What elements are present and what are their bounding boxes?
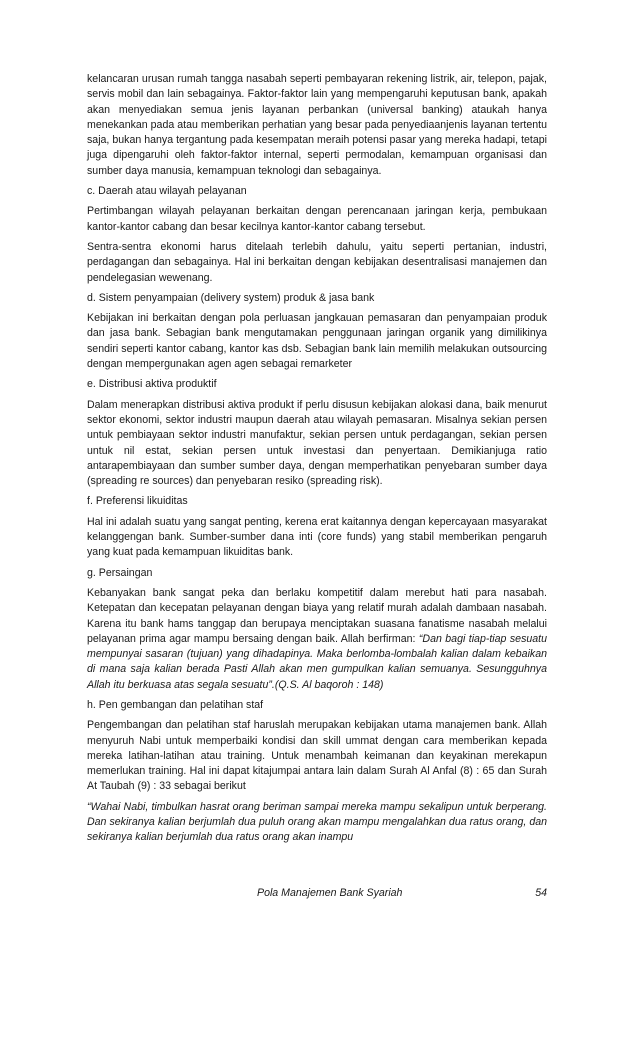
section-heading-h: h. Pen gembangan dan pelatihan staf [87, 698, 264, 711]
paragraph-f: Hal ini adalah suatu yang sangat penting, kerena erat kaitannya dengan kepercayaan masyarakat kelanggengan bank. Sumber-sumber dana inti (core funds) yang stabil memberikan pengaruh yang kuat pada kemampuan likuiditas bank. [87, 515, 547, 559]
paragraph-e: Dalam menerapkan distribusi aktiva produkt if perlu disusun kebijakan alokasi dana, baik menurut sektor ekonomi, sektor industri maupun daerah atau wilayah pemasaran. Misalnya sekian persen untuk pembiayaan sektor industri manufaktur, sekian persen untuk perdagangan, sekian persen untuk nil estat, sekian persen untuk investasi dan penyertaan. Demikianjuga ratio antarapembiayaan dan sumber sumber daya, dengan memperhatikan penyebaran sumber daya (spreading re sources) dan penyebaran resiko (spreading risk). [87, 398, 547, 488]
section-heading-e: e. Distribusi aktiva produktif [87, 378, 217, 391]
section-heading-f: f. Preferensi likuiditas [87, 495, 188, 508]
page-number: 54 [535, 887, 547, 899]
section-heading-g: g. Persaingan [87, 566, 153, 579]
paragraph-g-text: Kebanyakan bank sangat peka dan berlaku kompetitif dalam merebut hati para nasabah. Ketepatan dan kecepatan pelayanan dengan biaya yang relatif murah adalah dambaan nasabah. Karena itu bank hams tanggap dan berupaya menciptakan suasana fanatisme nasabah melalui pelayanan prima agar mampu bersaing dengan baik. Allah berfirman: [87, 586, 547, 645]
quran-quote-anfal: “Wahai Nabi, timbulkan hasrat orang beriman sampai mereka mampu sekalipun untuk berperang. Dan sekiranya kalian berjumlah dua puluh orang akan mampu mengalahkan dua ratus orang, dan sekiranya kalian berjumlah dua ratus orang akan inampu [87, 800, 547, 844]
section-heading-d: d. Sistem penyampaian (delivery system) produk & jasa bank [87, 291, 375, 304]
paragraph-c-1: Pertimbangan wilayah pelayanan berkaitan dengan perencanaan jaringan kerja, pembukaan kantor-kantor cabang dan besar kecilnya kantor-kantor cabang tersebut. [87, 205, 547, 233]
quran-quote-baqarah: “Dan bagi tiap-tiap sesuatu mempunyai sasaran (tujuan) yang dihadapinya. Maka berlomba-lombalah kalian dalam kebaikan di mana saja kalian berada Pasti Allah akan men gumpulkan kalian semuanya. Sesungguhnya Allah itu berkuasa atas segala sesuatu”.(Q.S. Al baqoroh : 148) [87, 632, 547, 691]
paragraph-h: Pengembangan dan pelatihan staf haruslah merupakan kebijakan utama manajemen bank. Allah menyuruh Nabi untuk memperbaiki kondisi dan skill ummat dengan cara memberikan kepada mereka latihan-latihan atau training. Untuk menambah keimanan dan keyakinan merekapun memerlukan training. Hal ini dapat kitajumpai antara lain dalam Surah Al Anfal (8) : 65 dan Surah At Taubah (9) : 33 sebagai berikut [87, 719, 547, 793]
paragraph-intro: kelancaran urusan rumah tangga nasabah seperti pembayaran rekening listrik, air, telepon, pajak, servis mobil dan lain sebagainya. Faktor-faktor lain yang mempengaruhi keputusan bank, apakah akan menyediakan semua jenis layanan perbankan (universal banking) ataukah hanya menekankan pada atau memberikan perhatian yang besar pada penyediaanjenis layanan tertentu saja, bukan hanya tergantung pada kesempatan meraih potensi pasar yang mereka hadapi, tetapi juga dipengaruhi oleh faktor-faktor internal, seperti permodalan, kemampuan organisasi dan sumber daya manusia, kemampuan teknologi dan sebagainya. [87, 73, 547, 177]
paragraph-d: Kebijakan ini berkaitan dengan pola perluasan jangkauan pemasaran dan penyampaian produk dan jasa bank. Sebagian bank mengutamakan penggunaan jaringan organik yang dimilikinya sendiri seperti kantor cabang, kantor kas dsb. Sebagian bank lain memilih melakukan outsourcing dengan mempergunakan agen agen sebagai remarketer [87, 312, 547, 371]
paragraph-c-2: Sentra-sentra ekonomi harus ditelaah terlebih dahulu, yaitu seperti pertanian, industri, perdagangan dan sebagainya. Hal ini berkaitan dengan kebijakan desentralisasi manajemen dan pendelegasian wewenang. [87, 240, 547, 284]
page-body [87, 72, 547, 851]
paragraph-g [87, 586, 547, 693]
footer-book-title: Pola Manajemen Bank Syariah [257, 887, 403, 899]
section-heading-c: c. Daerah atau wilayah pelayanan [87, 185, 247, 198]
